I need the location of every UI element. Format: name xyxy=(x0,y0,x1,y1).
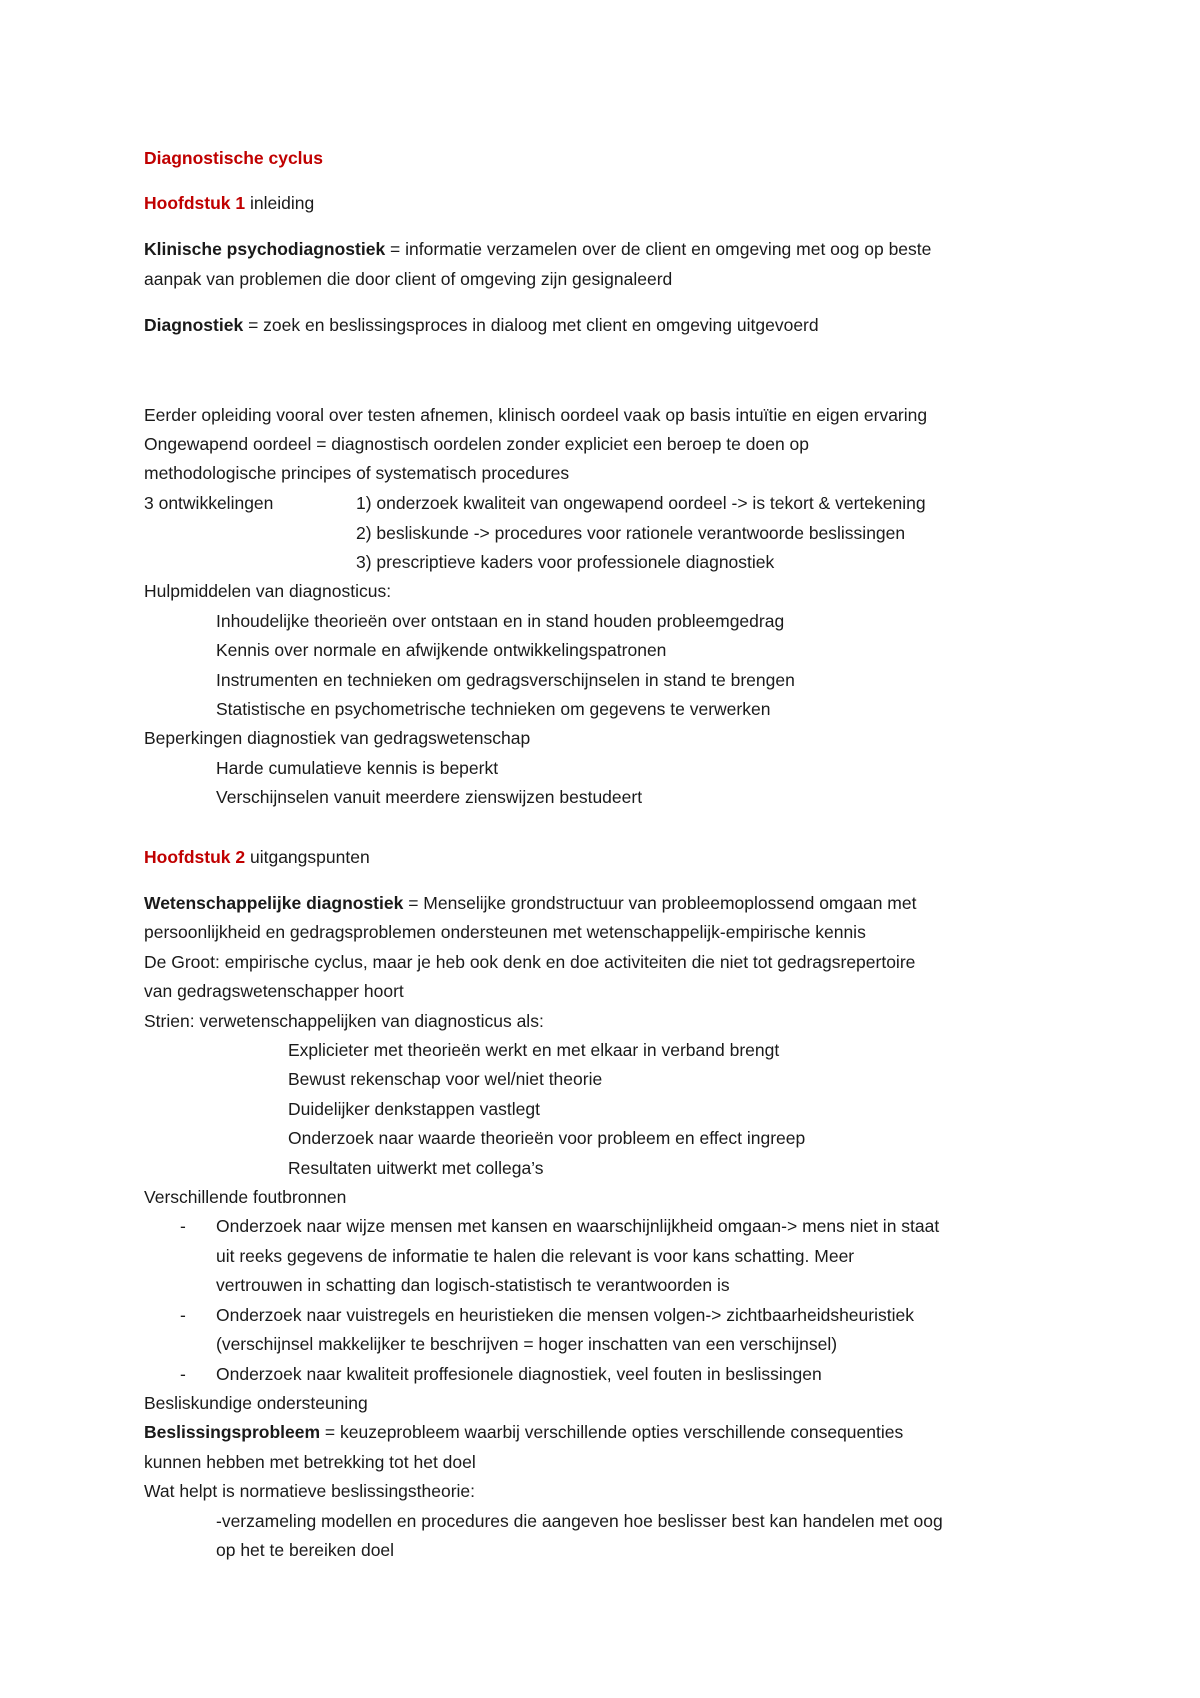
ontwikkeling-item: 1) onderzoek kwaliteit van ongewapend oordeel -> is tekort & vertekening xyxy=(356,493,926,513)
definition-text: = zoek en beslissingsproces in dialoog met client en omgeving uitgevoerd xyxy=(243,315,819,335)
list-item: Statistische en psychometrische technieken om gegevens te verwerken xyxy=(216,699,771,719)
definition-beslissingsprobleem xyxy=(144,1421,903,1443)
list-item: Harde cumulatieve kennis is beperkt xyxy=(216,758,499,778)
paragraph-line: Eerder opleiding vooral over testen afnemen, klinisch oordeel vaak op basis intuïtie en eigen ervaring xyxy=(144,405,928,425)
list-item: Resultaten uitwerkt met collega’s xyxy=(288,1158,544,1178)
definition-wetenschappelijke xyxy=(144,892,916,914)
chapter-2-heading xyxy=(144,846,370,868)
list-item: Inhoudelijke theorieën over ontstaan en in stand houden probleemgedrag xyxy=(216,611,785,631)
definition-term: Wetenschappelijke diagnostiek xyxy=(144,893,404,913)
strien-heading: Strien: verwetenschappelijken van diagnosticus als: xyxy=(144,1011,544,1031)
ontwikkelingen-label: 3 ontwikkelingen xyxy=(144,493,274,513)
beperkingen-heading: Beperkingen diagnostiek van gedragswetenschap xyxy=(144,728,531,748)
definition-klinische xyxy=(144,238,931,260)
bullet-dash: - xyxy=(180,1364,186,1384)
bullet-text: Onderzoek naar wijze mensen met kansen en waarschijnlijkheid omgaan-> mens niet in staat xyxy=(216,1216,940,1236)
chapter-2-label: Hoofdstuk 2 xyxy=(144,847,246,867)
bullet-text: uit reeks gegevens de informatie te halen die relevant is voor kans schatting. Meer xyxy=(216,1246,855,1266)
chapter-1-heading xyxy=(144,192,314,214)
document-title: Diagnostische cyclus xyxy=(144,148,323,168)
foutbronnen-heading: Verschillende foutbronnen xyxy=(144,1187,347,1207)
list-item: Bewust rekenschap voor wel/niet theorie xyxy=(288,1069,603,1089)
bullet-dash: - xyxy=(180,1305,186,1325)
definition-text: = keuzeprobleem waarbij verschillende opties verschillende consequenties xyxy=(320,1422,904,1442)
definition-term: Beslissingsprobleem xyxy=(144,1422,321,1442)
bullet-text: Onderzoek naar vuistregels en heuristieken die mensen volgen-> zichtbaarheidsheuristiek xyxy=(216,1305,914,1325)
ontwikkeling-item: 2) besliskunde -> procedures voor rationele verantwoorde beslissingen xyxy=(356,523,906,543)
definition-diagnostiek xyxy=(144,314,819,336)
bullet-text: Onderzoek naar kwaliteit proffesionele diagnostiek, veel fouten in beslissingen xyxy=(216,1364,822,1384)
paragraph-line: methodologische principes of systematisch procedures xyxy=(144,463,570,483)
list-item: Duidelijker denkstappen vastlegt xyxy=(288,1099,540,1119)
chapter-1-label: Hoofdstuk 1 xyxy=(144,193,246,213)
definition-term: Diagnostiek xyxy=(144,315,244,335)
list-item: Verschijnselen vanuit meerdere zienswijzen bestudeert xyxy=(216,787,643,807)
paragraph-line: van gedragswetenschapper hoort xyxy=(144,981,404,1001)
definition-continuation: aanpak van problemen die door client of omgeving zijn gesignaleerd xyxy=(144,269,673,289)
chapter-2-rest: uitgangspunten xyxy=(245,847,370,867)
hulpmiddelen-heading: Hulpmiddelen van diagnosticus: xyxy=(144,581,392,601)
definition-continuation: persoonlijkheid en gedragsproblemen ondersteunen met wetenschappelijk-empirische kennis xyxy=(144,922,866,942)
bullet-text: (verschijnsel makkelijker te beschrijven = hoger inschatten van een verschijnsel) xyxy=(216,1334,838,1354)
paragraph-line: Ongewapend oordeel = diagnostisch oordelen zonder expliciet een beroep te doen op xyxy=(144,434,809,454)
list-item: Kennis over normale en afwijkende ontwikkelingspatronen xyxy=(216,640,667,660)
paragraph-line: Wat helpt is normatieve beslissingstheorie: xyxy=(144,1481,476,1501)
ontwikkeling-item: 3) prescriptieve kaders voor professionele diagnostiek xyxy=(356,552,775,572)
list-item: Instrumenten en technieken om gedragsverschijnselen in stand te brengen xyxy=(216,670,795,690)
definition-text: = informatie verzamelen over de client en omgeving met oog op beste xyxy=(385,239,932,259)
list-item: Onderzoek naar waarde theorieën voor probleem en effect ingreep xyxy=(288,1128,806,1148)
list-item: -verzameling modellen en procedures die aangeven hoe beslisser best kan handelen met oog xyxy=(216,1511,943,1531)
besliskundige-heading: Besliskundige ondersteuning xyxy=(144,1393,368,1413)
list-item: op het te bereiken doel xyxy=(216,1540,395,1560)
definition-continuation: kunnen hebben met betrekking tot het doel xyxy=(144,1452,476,1472)
chapter-1-rest: inleiding xyxy=(245,193,315,213)
definition-text: = Menselijke grondstructuur van probleemoplossend omgaan met xyxy=(403,893,917,913)
paragraph-line: De Groot: empirische cyclus, maar je heb ook denk en doe activiteiten die niet tot gedragsrepertoire xyxy=(144,952,916,972)
list-item: Explicieter met theorieën werkt en met elkaar in verband brengt xyxy=(288,1040,780,1060)
definition-term: Klinische psychodiagnostiek xyxy=(144,239,386,259)
bullet-text: vertrouwen in schatting dan logisch-statistisch te verantwoorden is xyxy=(216,1275,730,1295)
bullet-dash: - xyxy=(180,1216,186,1236)
